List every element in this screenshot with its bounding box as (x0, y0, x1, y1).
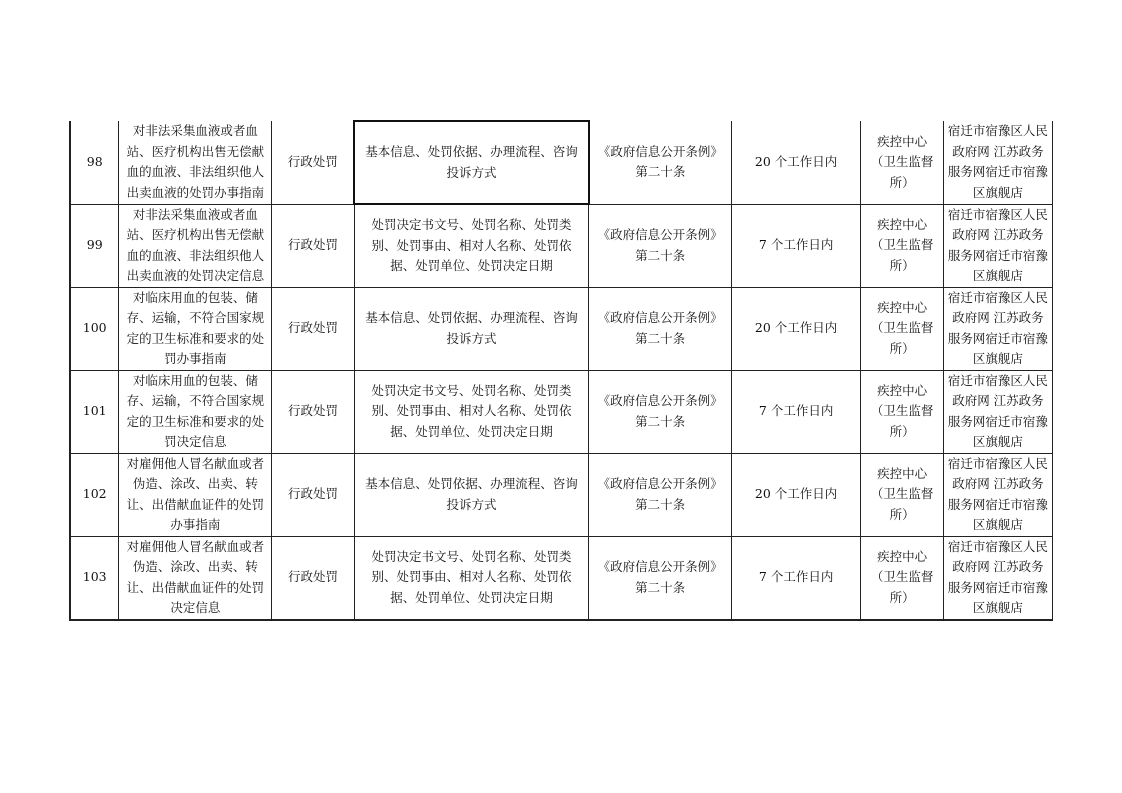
row-number: 99 (70, 204, 119, 287)
disclosure-subject: 疾控中心（卫生监督所） (861, 453, 944, 536)
table-row (70, 204, 1053, 287)
disclosure-deadline: 20 个工作日内 (731, 121, 860, 204)
table-row (70, 287, 1053, 370)
disclosure-content: 处罚决定书文号、处罚名称、处罚类别、处罚事由、相对人名称、处罚依据、处罚单位、处罚决定日期 (354, 204, 588, 287)
table-row (70, 453, 1053, 536)
disclosure-channel: 宿迁市宿豫区人民政府网 江苏政务服务网宿迁市宿豫区旗舰店 (943, 204, 1052, 287)
disclosure-subject: 疾控中心（卫生监督所） (861, 287, 944, 370)
item-category: 行政处罚 (272, 536, 355, 620)
disclosure-basis: 《政府信息公开条例》第二十条 (589, 536, 732, 620)
item-category: 行政处罚 (272, 287, 355, 370)
disclosure-basis: 《政府信息公开条例》第二十条 (589, 287, 732, 370)
disclosure-content: 基本信息、处罚依据、办理流程、咨询投诉方式 (354, 121, 588, 204)
disclosure-basis: 《政府信息公开条例》第二十条 (589, 453, 732, 536)
disclosure-channel: 宿迁市宿豫区人民政府网 江苏政务服务网宿迁市宿豫区旗舰店 (943, 453, 1052, 536)
row-number: 98 (70, 121, 119, 204)
item-category: 行政处罚 (272, 121, 355, 204)
disclosure-deadline: 7 个工作日内 (731, 204, 860, 287)
disclosure-subject: 疾控中心（卫生监督所） (861, 121, 944, 204)
table-row (70, 536, 1053, 620)
disclosure-subject: 疾控中心（卫生监督所） (861, 204, 944, 287)
disclosure-channel: 宿迁市宿豫区人民政府网 江苏政务服务网宿迁市宿豫区旗舰店 (943, 370, 1052, 453)
disclosure-item: 对非法采集血液或者血站、医疗机构出售无偿献血的血液、非法组织他人出卖血液的处罚办事指南 (119, 121, 272, 204)
disclosure-channel: 宿迁市宿豫区人民政府网 江苏政务服务网宿迁市宿豫区旗舰店 (943, 536, 1052, 620)
disclosure-item: 对临床用血的包装、储存、运输，不符合国家规定的卫生标准和要求的处罚决定信息 (119, 370, 272, 453)
disclosure-item: 对临床用血的包装、储存、运输，不符合国家规定的卫生标准和要求的处罚办事指南 (119, 287, 272, 370)
disclosure-table (69, 120, 1053, 621)
item-category: 行政处罚 (272, 204, 355, 287)
disclosure-subject: 疾控中心（卫生监督所） (861, 536, 944, 620)
row-number: 101 (70, 370, 119, 453)
disclosure-basis: 《政府信息公开条例》第二十条 (589, 204, 732, 287)
table-row (70, 121, 1053, 204)
disclosure-item: 对雇佣他人冒名献血或者伪造、涂改、出卖、转让、出借献血证件的处罚决定信息 (119, 536, 272, 620)
disclosure-deadline: 20 个工作日内 (731, 287, 860, 370)
disclosure-channel: 宿迁市宿豫区人民政府网 江苏政务服务网宿迁市宿豫区旗舰店 (943, 287, 1052, 370)
row-number: 103 (70, 536, 119, 620)
disclosure-subject: 疾控中心（卫生监督所） (861, 370, 944, 453)
item-category: 行政处罚 (272, 370, 355, 453)
table-row (70, 370, 1053, 453)
disclosure-basis: 《政府信息公开条例》第二十条 (589, 370, 732, 453)
disclosure-deadline: 7 个工作日内 (731, 370, 860, 453)
disclosure-content: 处罚决定书文号、处罚名称、处罚类别、处罚事由、相对人名称、处罚依据、处罚单位、处罚决定日期 (354, 370, 588, 453)
disclosure-channel: 宿迁市宿豫区人民政府网 江苏政务服务网宿迁市宿豫区旗舰店 (943, 121, 1052, 204)
row-number: 102 (70, 453, 119, 536)
row-number: 100 (70, 287, 119, 370)
disclosure-content: 基本信息、处罚依据、办理流程、咨询投诉方式 (354, 287, 588, 370)
disclosure-content: 基本信息、处罚依据、办理流程、咨询投诉方式 (354, 453, 588, 536)
disclosure-item: 对雇佣他人冒名献血或者伪造、涂改、出卖、转让、出借献血证件的处罚办事指南 (119, 453, 272, 536)
item-category: 行政处罚 (272, 453, 355, 536)
disclosure-content: 处罚决定书文号、处罚名称、处罚类别、处罚事由、相对人名称、处罚依据、处罚单位、处罚决定日期 (354, 536, 588, 620)
disclosure-item: 对非法采集血液或者血站、医疗机构出售无偿献血的血液、非法组织他人出卖血液的处罚决定信息 (119, 204, 272, 287)
disclosure-deadline: 20 个工作日内 (731, 453, 860, 536)
disclosure-basis: 《政府信息公开条例》第二十条 (589, 121, 732, 204)
disclosure-deadline: 7 个工作日内 (731, 536, 860, 620)
